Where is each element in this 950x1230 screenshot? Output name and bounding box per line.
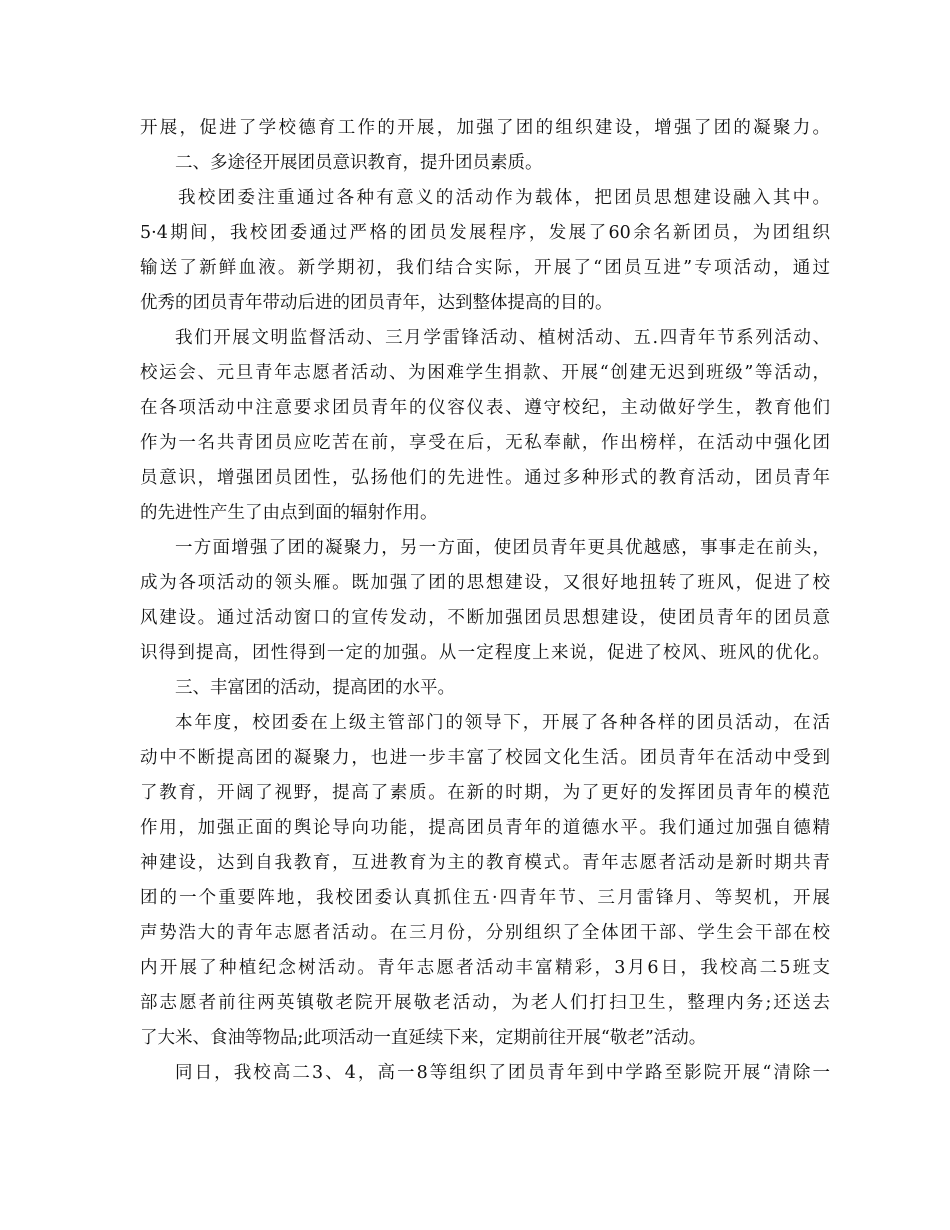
- text-line: 在各项活动中注意要求团员青年的仪容仪表、遵守校纪，主动做好学生，教育他们: [140, 398, 830, 418]
- text-line: 的先进性产生了由点到面的辐射作用。: [140, 503, 438, 523]
- text-line: 员意识，增强团员团性，弘扬他们的先进性。通过多种形式的教育活动，团员青年: [140, 468, 830, 488]
- text-line: 风建设。通过活动窗口的宣传发动，不断加强团员思想建设，使团员青年的团员意: [140, 608, 830, 628]
- section-heading: 二、多途径开展团员意识教育，提升团员素质。: [175, 153, 543, 173]
- section-heading: 三、丰富团的活动，提高团的水平。: [175, 678, 455, 698]
- text-line: 内开展了种植纪念树活动。青年志愿者活动丰富精彩，3月6日，我校高二5班支: [140, 958, 830, 978]
- text-line: 我校团委注重通过各种有意义的活动作为载体，把团员思想建设融入其中。: [178, 188, 830, 208]
- text-line: 开展，促进了学校德育工作的开展，加强了团的组织建设，增强了团的凝聚力。: [140, 118, 830, 138]
- text-line: 动中不断提高团的凝聚力，也进一步丰富了校园文化生活。团员青年在活动中受到: [140, 748, 830, 768]
- text-line: 输送了新鲜血液。新学期初，我们结合实际，开展了“团员互进”专项活动，通过: [140, 258, 830, 278]
- text-line: 团的一个重要阵地，我校团委认真抓住五·四青年节、三月雷锋月、等契机，开展: [140, 888, 830, 908]
- text-line: 校运会、元旦青年志愿者活动、为困难学生捐款、开展“创建无迟到班级”等活动，: [140, 363, 830, 383]
- text-line: 了大米、食油等物品;此项活动一直延续下来，定期前往开展“敬老”活动。: [140, 1028, 707, 1048]
- text-line: 优秀的团员青年带动后进的团员青年，达到整体提高的目的。: [140, 293, 613, 313]
- text-line: 部志愿者前往两英镇敬老院开展敬老活动，为老人们打扫卫生，整理内务;还送去: [140, 993, 830, 1013]
- text-line: 了教育，开阔了视野，提高了素质。在新的时期，为了更好的发挥团员青年的模范: [140, 783, 830, 803]
- text-line: 同日，我校高二3、4，高一8等组织了团员青年到中学路至影院开展“清除一: [175, 1063, 830, 1083]
- text-line: 我们开展文明监督活动、三月学雷锋活动、植树活动、五.四青年节系列活动、: [175, 328, 830, 348]
- text-line: 作用，加强正面的舆论导向功能，提高团员青年的道德水平。我们通过加强自德精: [140, 818, 830, 838]
- text-line: 作为一名共青团员应吃苦在前，享受在后，无私奉献，作出榜样，在活动中强化团: [140, 433, 830, 453]
- text-line: 声势浩大的青年志愿者活动。在三月份，分别组织了全体团干部、学生会干部在校: [140, 923, 830, 943]
- text-line: 识得到提高，团性得到一定的加强。从一定程度上来说，促进了校风、班风的优化。: [140, 643, 830, 663]
- text-line: 一方面增强了团的凝聚力，另一方面，使团员青年更具优越感，事事走在前头，: [175, 538, 830, 558]
- text-line: 神建设，达到自我教育，互进教育为主的教育模式。青年志愿者活动是新时期共青: [140, 853, 830, 873]
- text-line: 本年度，校团委在上级主管部门的领导下，开展了各种各样的团员活动，在活: [175, 713, 830, 733]
- text-line: 成为各项活动的领头雁。既加强了团的思想建设，又很好地扭转了班风，促进了校: [140, 573, 830, 593]
- text-line: 5·4期间，我校团委通过严格的团员发展程序，发展了60余名新团员，为团组织: [140, 223, 830, 243]
